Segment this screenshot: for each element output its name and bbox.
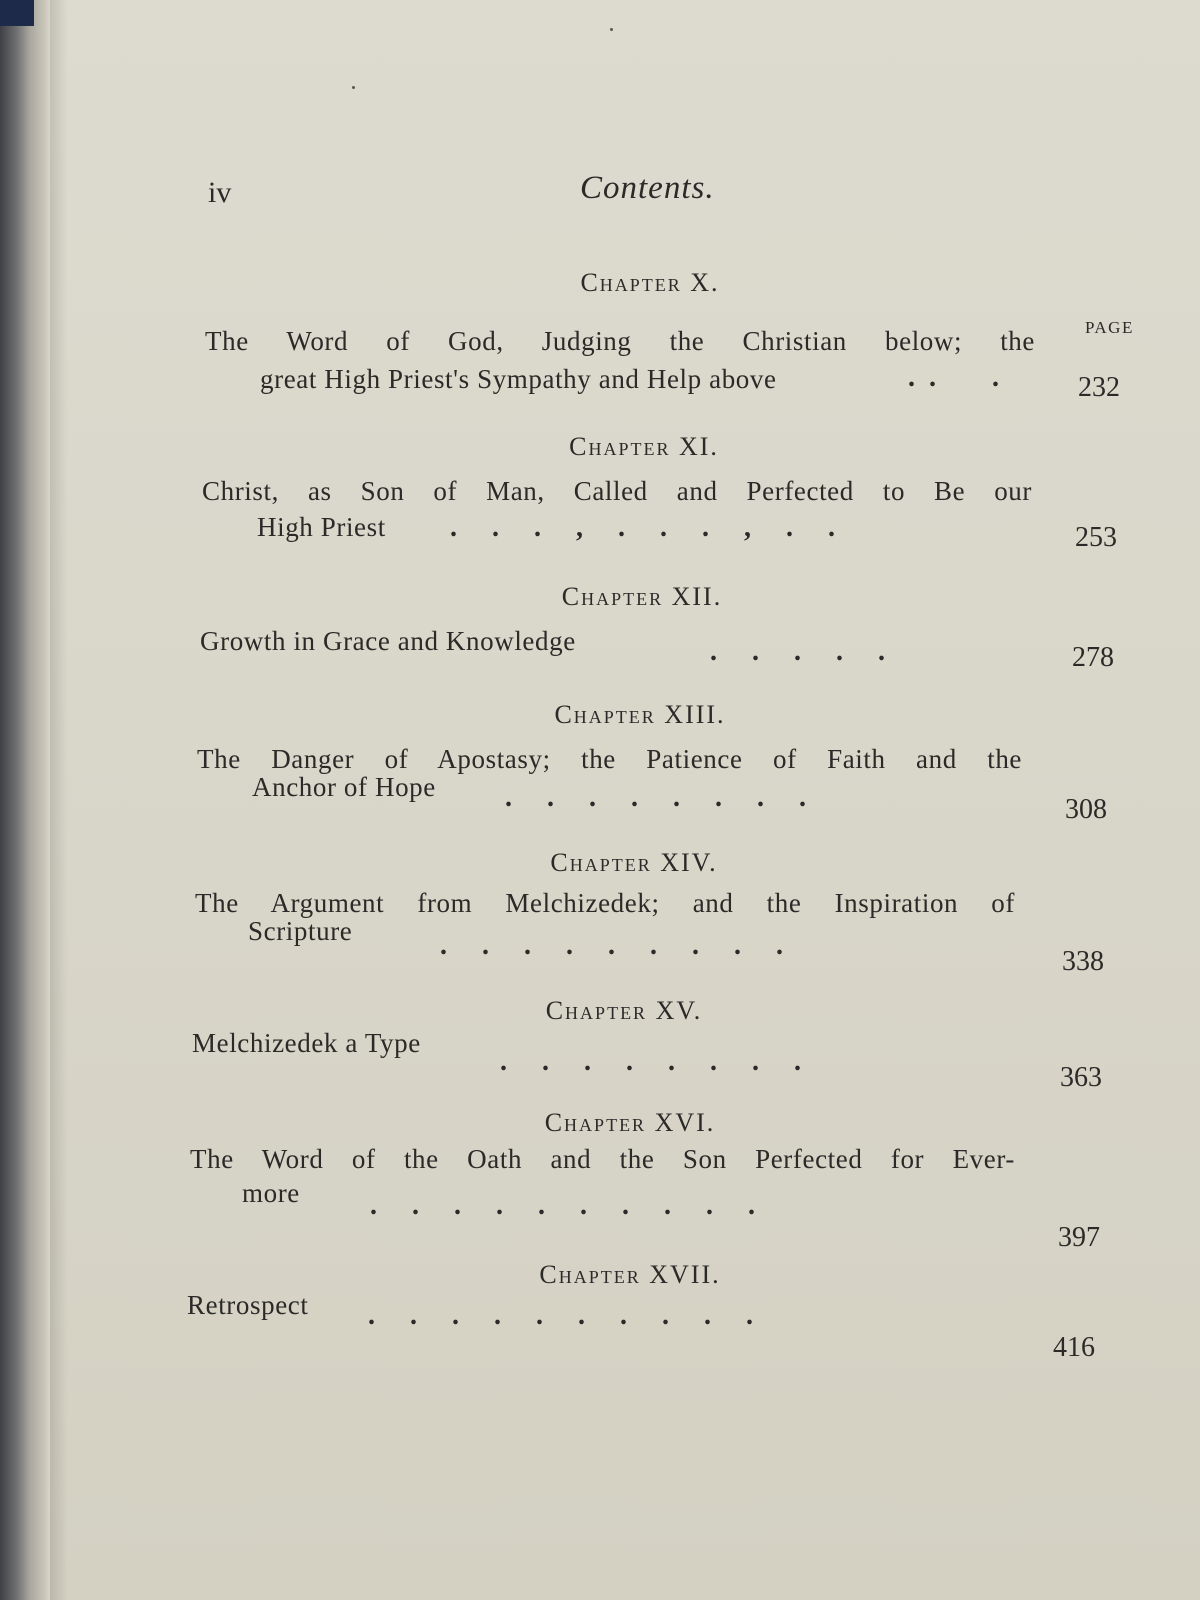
entry-title-line: Retrospect — [187, 1290, 309, 1320]
page-ref: 338 — [1062, 946, 1104, 977]
chapter-heading: Chapter XVII. — [539, 1260, 721, 1289]
page-column-label: PAGE — [1085, 318, 1134, 337]
dot-leader: . . . — [908, 362, 999, 393]
dot-leader: . . . . . . . . . — [440, 930, 783, 961]
page-ref: 278 — [1072, 642, 1114, 673]
chapter-heading: Chapter XIII. — [554, 700, 726, 729]
page-number: iv — [208, 176, 232, 209]
entry-title-line: Christ, as Son of Man, Called and Perfected to Be our — [202, 476, 1032, 506]
entry-title-line: Anchor of Hope — [252, 772, 436, 802]
chapter-heading: Chapter XIV. — [550, 848, 718, 877]
entry-title-line: more — [242, 1178, 300, 1208]
chapter-heading: Chapter X. — [580, 268, 720, 297]
contents-page — [50, 0, 1200, 1600]
entry-title-line: Melchizedek a Type — [192, 1028, 421, 1058]
dot-leader: . . . . . . . . . . — [368, 1300, 753, 1331]
dot-leader: . . . . . . . . — [505, 782, 806, 813]
page-ref: 363 — [1060, 1062, 1102, 1093]
chapter-heading: Chapter XI. — [569, 432, 719, 461]
entry-title-line: Scripture — [248, 916, 353, 946]
page-ref: 416 — [1053, 1332, 1095, 1363]
paper-speck — [610, 28, 613, 31]
paper-speck — [352, 86, 355, 89]
dot-leader: . . . . . . . . — [500, 1046, 801, 1077]
chapter-heading: Chapter XVI. — [544, 1108, 716, 1137]
page-ref: 253 — [1075, 522, 1117, 553]
chapter-heading: Chapter XII. — [561, 582, 723, 611]
chapter-heading: Chapter XV. — [545, 996, 703, 1025]
entry-title-line: great High Priest's Sympathy and Help above — [260, 364, 777, 394]
dot-leader: . . . . . . . . . . — [370, 1190, 755, 1221]
dot-leader: . . . , . . . , . . — [450, 512, 835, 543]
entry-title-line: The Word of God, Judging the Christian below; the — [205, 326, 1035, 356]
spine-strip — [0, 0, 34, 26]
entry-title-line: The Danger of Apostasy; the Patience of Faith and the — [197, 744, 1022, 774]
entry-title-line: The Argument from Melchizedek; and the Inspiration of — [195, 888, 1015, 918]
page-ref: 397 — [1058, 1222, 1100, 1253]
page-ref: 232 — [1078, 372, 1120, 403]
entry-title-line: High Priest — [257, 512, 386, 542]
entry-title-line: Growth in Grace and Knowledge — [200, 626, 576, 656]
dot-leader: . . . . . — [710, 636, 885, 667]
running-head: Contents. — [580, 170, 715, 206]
entry-title-line: The Word of the Oath and the Son Perfected for Ever- — [190, 1144, 1015, 1174]
page-ref: 308 — [1065, 794, 1107, 825]
book-spine-edge — [0, 0, 50, 1600]
